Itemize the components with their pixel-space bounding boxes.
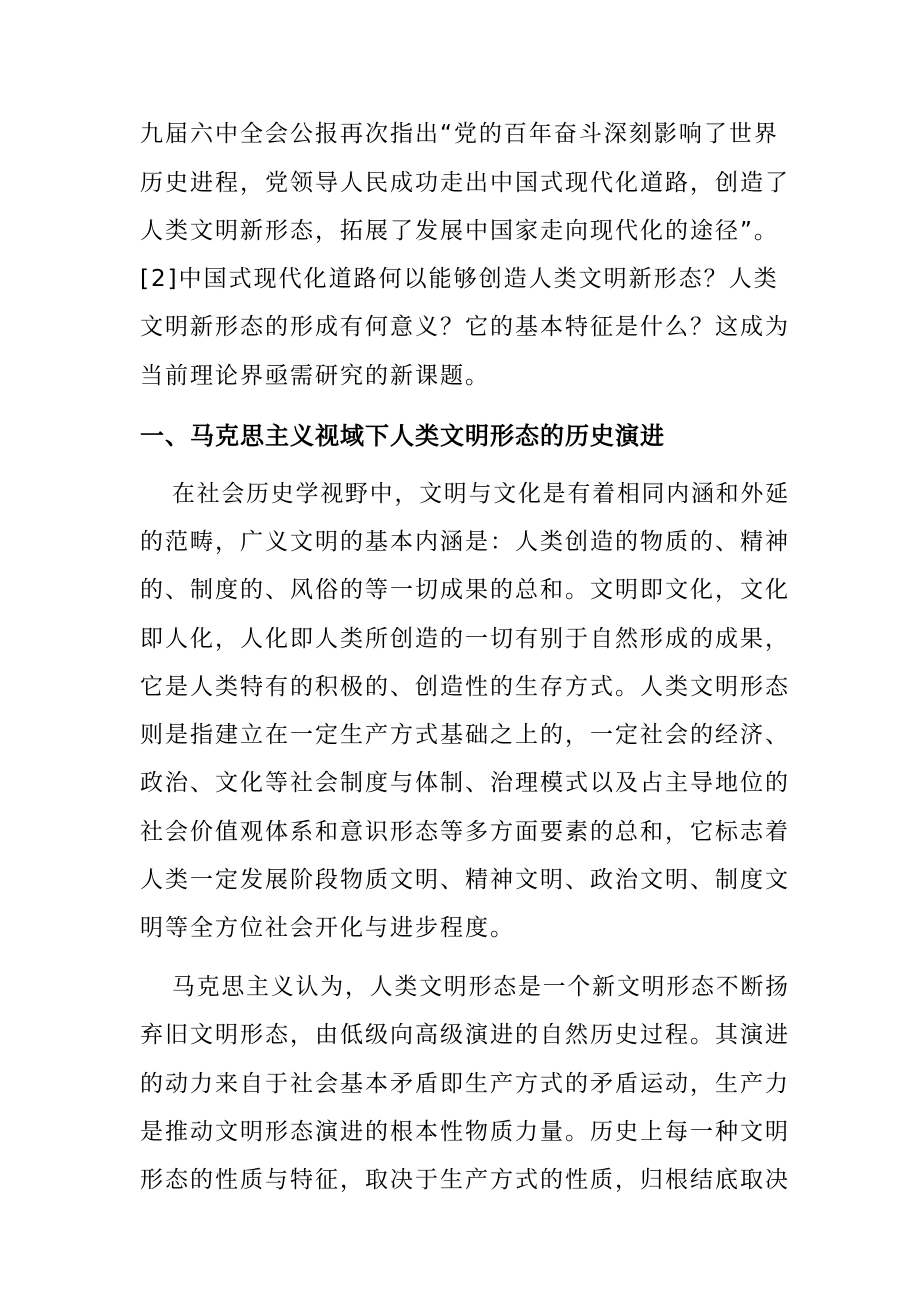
paragraph-line: 它是人类特有的积极的、创造性的生存方式。人类文明形态 [140, 674, 790, 700]
paragraph-line: 明等全方位社会开化与进步程度。 [140, 915, 515, 941]
paragraph-line: 人类一定发展阶段物质文明、精神文明、政治文明、制度文 [140, 867, 790, 893]
paragraph-line: 九届六中全会公报再次指出“党的百年奋斗深刻影响了世界 [140, 121, 779, 147]
paragraph-line: 社会价值观体系和意识形态等多方面要素的总和，它标志着 [140, 819, 790, 845]
paragraph-line: 的、制度的、风俗的等一切成果的总和。文明即文化，文化 [140, 577, 790, 603]
paragraph-line: 在社会历史学视野中，文明与文化是有着相同内涵和外延 [172, 481, 790, 507]
paragraph-line: 形态的性质与特征，取决于生产方式的性质，归根结底取决 [140, 1167, 790, 1193]
paragraph-line: [2]中国式现代化道路何以能够创造人类文明新形态？人类 [140, 266, 779, 292]
paragraph-line: 则是指建立在一定生产方式基础之上的，一定社会的经济、 [140, 722, 790, 748]
paragraph-line: 弃旧文明形态，由低级向高级演进的自然历史过程。其演进 [140, 1022, 790, 1048]
section-heading: 一、马克思主义视域下人类文明形态的历史演进 [140, 422, 665, 450]
paragraph-line: 政治、文化等社会制度与体制、治理模式以及占主导地位的 [140, 770, 790, 796]
paragraph-line: 人类文明新形态，拓展了发展中国家走向现代化的途径”。 [140, 218, 779, 244]
paragraph-line: 的范畴，广义文明的基本内涵是：人类创造的物质的、精神 [140, 529, 790, 555]
paragraph-line: 是推动文明形态演进的根本性物质力量。历史上每一种文明 [140, 1119, 790, 1145]
paragraph-line: 的动力来自于社会基本矛盾即生产方式的矛盾运动，生产力 [140, 1071, 790, 1097]
paragraph-line: 文明新形态的形成有何意义？它的基本特征是什么？这成为 [140, 314, 790, 340]
paragraph-line: 即人化，人化即人类所创造的一切有别于自然形成的成果， [140, 626, 790, 652]
paragraph-line: 马克思主义认为，人类文明形态是一个新文明形态不断扬 [172, 974, 790, 1000]
paragraph-line: 历史进程，党领导人民成功走出中国式现代化道路，创造了 [140, 170, 790, 196]
paragraph-line: 当前理论界亟需研究的新课题。 [140, 363, 490, 389]
